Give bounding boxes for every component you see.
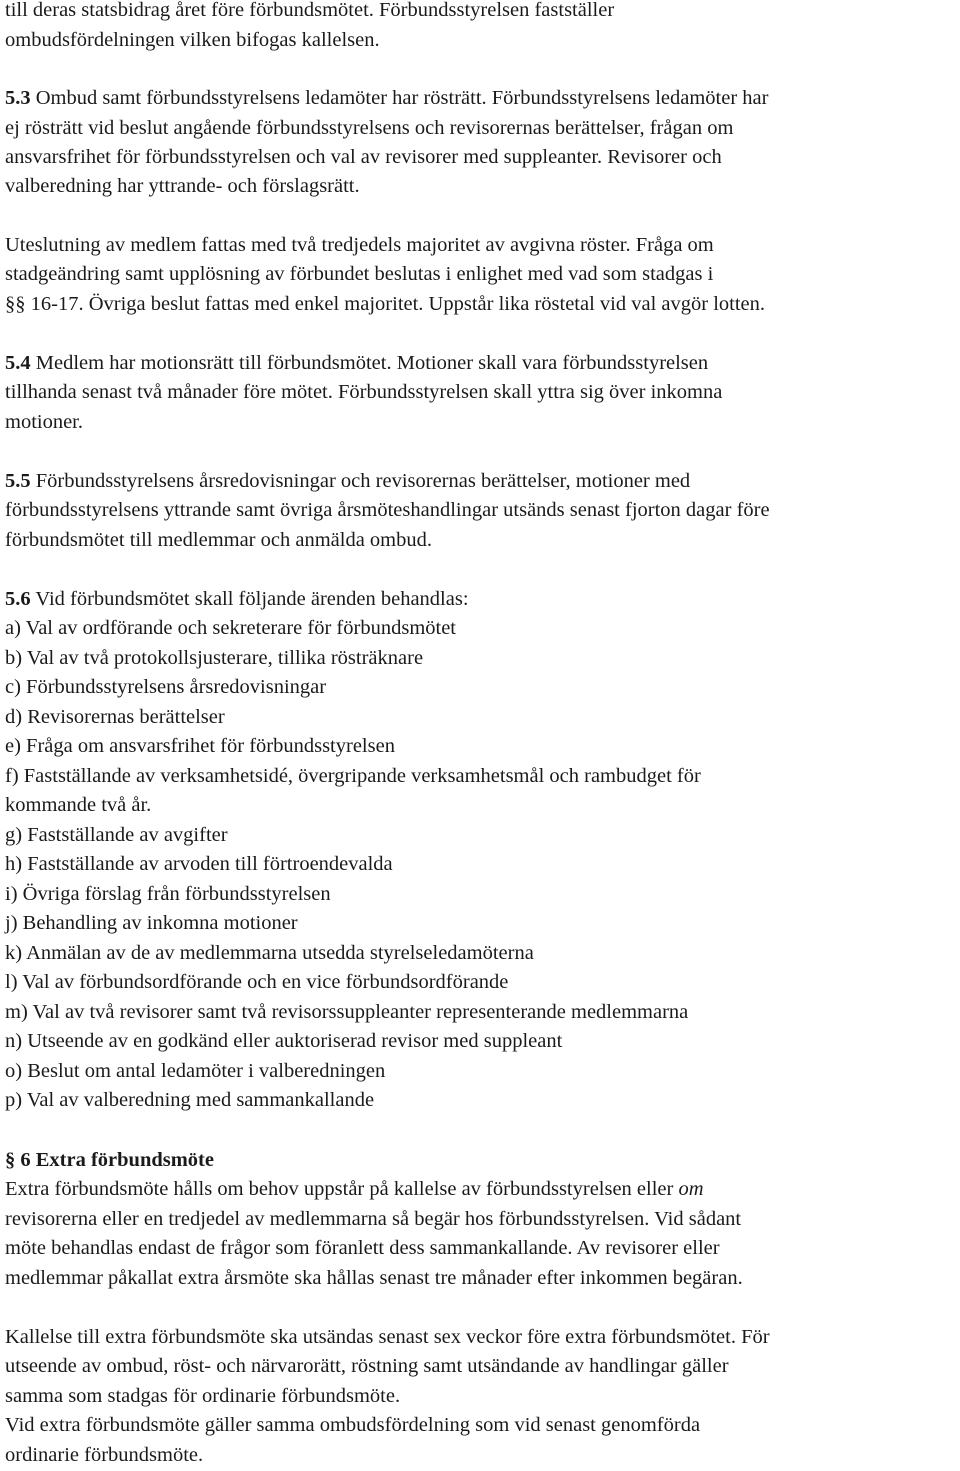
list-item: g) Fastställande av avgifter (5, 824, 228, 846)
list-item: c) Förbundsstyrelsens årsredovisningar (5, 676, 327, 698)
text-line: revisorerna eller en tredjedel av medlemmarna så begär hos förbundsstyrelsen. Vid sådant (5, 1208, 742, 1230)
text-line: ej rösträtt vid beslut angående förbundsstyrelsens och revisorernas berättelser, frågan om (5, 117, 734, 139)
text-line: Vid förbundsmötet skall följande ärenden behandlas: (30, 588, 469, 610)
text-line: utseende av ombud, röst- och närvarorätt, röstning samt utsändande av handlingar gäller (5, 1355, 729, 1377)
text-line: möte behandlas endast de frågor som föranlett dess sammankallande. Av revisorer eller (5, 1237, 720, 1259)
section-number: 5.4 (5, 352, 31, 374)
list-item: k) Anmälan av de av medlemmarna utsedda styrelseledamöterna (5, 942, 534, 964)
section-heading: § 6 Extra förbundsmöte (5, 1149, 214, 1171)
text-line: till deras statsbidrag året före förbundsmötet. Förbundsstyrelsen fastställer (5, 0, 615, 21)
text-line: Uteslutning av medlem fattas med två tredjedels majoritet av avgivna röster. Fråga om (5, 234, 714, 256)
list-item: kommande två år. (5, 794, 152, 816)
text-line: Vid extra förbundsmöte gäller samma ombudsfördelning som vid senast genomförda (5, 1414, 701, 1436)
section-number: 5.6 (5, 588, 31, 610)
list-item: b) Val av två protokollsjusterare, tillika rösträknare (5, 647, 424, 669)
list-item: n) Utseende av en godkänd eller auktoriserad revisor med suppleant (5, 1030, 563, 1052)
text-line: ordinarie förbundsmöte. (5, 1444, 204, 1466)
paragraph-6 (5, 1175, 704, 1205)
text-line: förbundsmötet till medlemmar och anmälda ombud. (5, 529, 432, 551)
text-line: motioner. (5, 411, 84, 433)
text-line: samma som stadgas för ordinarie förbundsmöte. (5, 1385, 401, 1407)
text-line: stadgeändring samt upplösning av förbundet beslutas i enlighet med vad som stadgas i (5, 263, 714, 285)
list-item: l) Val av förbundsordförande och en vice förbundsordförande (5, 971, 509, 993)
text-line: ansvarsfrihet för förbundsstyrelsen och val av revisorer med suppleanter. Revisorer och (5, 146, 722, 168)
text-line: Extra förbundsmöte hålls om behov uppstår på kallelse av förbundsstyrelsen eller (5, 1178, 679, 1200)
list-item: j) Behandling av inkomna motioner (5, 912, 298, 934)
list-item: d) Revisorernas berättelser (5, 706, 225, 728)
list-item: i) Övriga förslag från förbundsstyrelsen (5, 883, 331, 905)
paragraph-5-3 (5, 84, 768, 114)
list-item: f) Fastställande av verksamhetsidé, övergripande verksamhetsmål och rambudget för (5, 765, 701, 787)
text-line: ombudsfördelningen vilken bifogas kallelsen. (5, 29, 380, 51)
list-item: e) Fråga om ansvarsfrihet för förbundsstyrelsen (5, 735, 395, 757)
text-line: Medlem har motionsrätt till förbundsmötet. Motioner skall vara förbundsstyrelsen (30, 352, 709, 374)
text-line: valberedning har yttrande- och förslagsrätt. (5, 175, 360, 197)
text-line: Ombud samt förbundsstyrelsens ledamöter har rösträtt. Förbundsstyrelsens ledamöter har (30, 87, 769, 109)
paragraph-5-6 (5, 585, 469, 615)
section-number: 5.3 (5, 87, 31, 109)
text-line: §§ 16-17. Övriga beslut fattas med enkel majoritet. Uppstår lika röstetal vid val avgör lotten. (5, 293, 766, 315)
section-number: 5.5 (5, 470, 31, 492)
paragraph-5-5 (5, 467, 690, 497)
paragraph-5-4 (5, 349, 708, 379)
text-line: Förbundsstyrelsens årsredovisningar och revisorernas berättelser, motioner med (30, 470, 691, 492)
list-item: m) Val av två revisorer samt två revisorssuppleanter representerande medlemmarna (5, 1001, 689, 1023)
list-item: p) Val av valberedning med sammankallande (5, 1089, 375, 1111)
text-line: förbundsstyrelsens yttrande samt övriga årsmöteshandlingar utsänds senast fjorton dagar före (5, 499, 770, 521)
list-item: o) Beslut om antal ledamöter i valberedningen (5, 1060, 386, 1082)
emphasis-text: om (678, 1178, 704, 1200)
list-item: h) Fastställande av arvoden till förtroendevalda (5, 853, 393, 875)
list-item: a) Val av ordförande och sekreterare för förbundsmötet (5, 617, 456, 639)
text-line: Kallelse till extra förbundsmöte ska utsändas senast sex veckor före extra förbundsmötet. För (5, 1326, 770, 1348)
text-line: medlemmar påkallat extra årsmöte ska hållas senast tre månader efter inkommen begäran. (5, 1267, 743, 1289)
text-line: tillhanda senast två månader före mötet. Förbundsstyrelsen skall yttra sig över inkomna (5, 381, 723, 403)
